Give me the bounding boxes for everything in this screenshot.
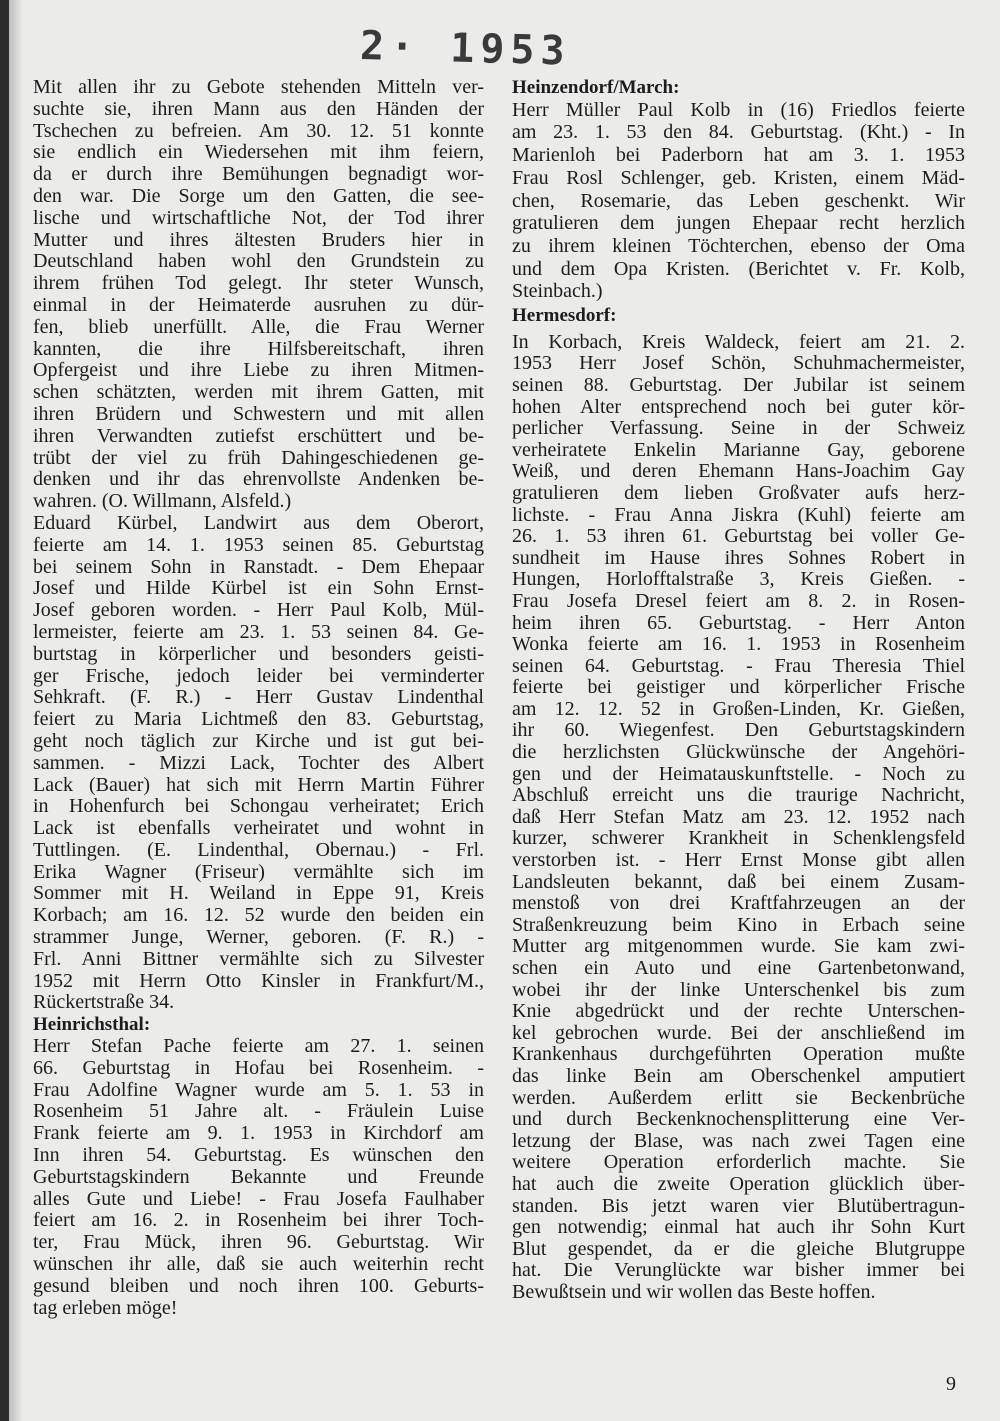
text-line: In Korbach, Kreis Waldeck, feiert am 21. 2. xyxy=(512,330,965,353)
text-line: Hungen, Horlofftalstraße 3, Kreis Gießen. - xyxy=(512,568,965,591)
text-line: lermeister, feierte am 23. 1. 53 seinen 84. Ge- xyxy=(33,620,484,643)
text-line: am 23. 1. 53 den 84. Geburtstag. (Kht.) - In xyxy=(512,121,965,144)
text-line: Lack ist ebenfalls verheiratet und wohnt in xyxy=(33,817,484,840)
text-line: Frl. Anni Bittner vermählte sich zu Silvester xyxy=(33,947,484,970)
text-line: kel gebrochen wurde. Bei der anschließend im xyxy=(512,1021,965,1044)
scan-shadow xyxy=(9,0,23,1421)
text-line: tag erleben möge! xyxy=(33,1296,178,1319)
text-line: Korbach; am 16. 12. 52 wurde den beiden ein xyxy=(33,904,484,927)
text-line: verheiratete Enkelin Marianne Gay, geborene xyxy=(512,438,965,461)
text-line: trübt der viel zu früh Dahingeschiedenen ge- xyxy=(33,446,484,469)
text-line: die herzlichsten Glückwünsche der Angehöri- xyxy=(512,741,965,764)
text-line: den war. Die Sorge um den Gatten, die see- xyxy=(33,184,484,207)
text-line: strammer Junge, Werner, geboren. (F. R.) - xyxy=(33,926,484,949)
paragraph xyxy=(512,332,965,1304)
text-line: Eduard Kürbel, Landwirt aus dem Oberort, xyxy=(33,511,484,534)
text-line: sundheit im Hause ihres Sohnes Robert in xyxy=(512,546,965,569)
text-line: Geburtstagskindern Bekannte und Freunde xyxy=(33,1165,484,1188)
section-heading: Heinzendorf/March: xyxy=(512,77,680,98)
text-line: fen, blieb unerfüllt. Alle, die Frau Werner xyxy=(33,315,484,338)
text-line: sammen. - Mizzi Lack, Tochter des Albert xyxy=(33,751,484,774)
text-line: 1953 Herr Josef Schön, Schuhmachermeister, xyxy=(512,352,965,375)
text-line: Rückertstraße 34. xyxy=(33,991,175,1014)
scan-edge xyxy=(0,0,9,1421)
text-line: lichste. - Frau Anna Jiskra (Kuhl) feierte am xyxy=(512,503,965,526)
text-line: Herr Müller Paul Kolb in (16) Friedlos feierte xyxy=(512,98,965,121)
text-line: ihrem frühen Tod gelegt. Ihr steter Wunsch, xyxy=(33,272,484,295)
text-line: in Hohenfurch bei Schongau verheiratet; Erich xyxy=(33,795,484,818)
text-line: Frau Rosl Schlenger, geb. Kristen, einem Mäd- xyxy=(512,166,965,189)
text-line: weitere Operation erforderlich machte. Sie xyxy=(512,1151,965,1174)
text-line: Abschluß erreicht uns die traurige Nachricht, xyxy=(512,784,965,807)
text-line: verstorben ist. - Herr Ernst Monse gibt allen xyxy=(512,849,965,872)
text-line: 66. Geburtstag in Hofau bei Rosenheim. - xyxy=(33,1056,484,1079)
text-line: chen, Rosemarie, das Leben geschenkt. Wir xyxy=(512,189,965,212)
text-line: suchte sie, ihren Mann aus den Händen der xyxy=(33,97,484,120)
text-line: Deutschland haben wohl den Grundstein zu xyxy=(33,250,484,273)
text-line: Weiß, und deren Ehemann Hans-Joachim Gay xyxy=(512,460,965,483)
text-line: am 12. 12. 52 in Großen-Linden, Kr. Gießen, xyxy=(512,697,965,720)
paragraph xyxy=(512,99,965,303)
text-line: geht noch täglich zur Kirche und ist gut bei- xyxy=(33,729,484,752)
text-line: Blut gespendet, da er die gleiche Blutgruppe xyxy=(512,1237,965,1260)
text-line: gen notwendig; einmal hat auch ihr Sohn Kurt xyxy=(512,1216,965,1239)
text-line: einmal in der Heimaterde ausruhen zu dür- xyxy=(33,293,484,316)
text-line: Frau Josefa Dresel feiert am 8. 2. in Rosen- xyxy=(512,589,965,612)
text-line: gesund bleiben und noch ihren 100. Geburts- xyxy=(33,1274,484,1297)
text-line: Tschechen zu befreien. Am 30. 12. 51 konnte xyxy=(33,119,484,142)
text-line: kannten, die ihre Hilfsbereitschaft, ihren xyxy=(33,337,484,360)
text-line: Frau Adolfine Wagner wurde am 5. 1. 53 in xyxy=(33,1078,484,1101)
text-line: und dem Opa Kristen. (Berichtet v. Fr. Kolb, xyxy=(512,257,965,280)
text-line: ihr 60. Wiegenfest. Den Geburtstagskindern xyxy=(512,719,965,742)
text-line: Inn ihren 54. Geburtstag. Es wünschen den xyxy=(33,1144,484,1167)
text-line: daß Herr Stefan Matz am 23. 12. 1952 nach xyxy=(512,805,965,828)
section-heading: Hermesdorf: xyxy=(512,305,617,326)
text-line: kurzer, schwerer Krankheit in Schenklengsfeld xyxy=(512,827,965,850)
text-line: schen schätzten, werden mit ihrem Gatten, mit xyxy=(33,381,484,404)
text-line: Marienloh bei Paderborn hat am 3. 1. 1953 xyxy=(512,144,965,167)
text-line: feierte bei geistiger und körperlicher Frische xyxy=(512,676,965,699)
text-line: wobei ihr der linke Unterschenkel bis zum xyxy=(512,978,965,1001)
text-line: Krankenhaus durchgeführten Operation mußte xyxy=(512,1043,965,1066)
text-line: Landsleuten bekannt, daß bei einem Zusam- xyxy=(512,870,965,893)
text-line: bei seinem Sohn in Ranstadt. - Dem Ehepaar xyxy=(33,555,484,578)
text-line: wünschen ihr alle, daß sie auch weiterhin recht xyxy=(33,1253,484,1276)
text-line: Erika Wagner (Friseur) vermählte sich im xyxy=(33,860,484,883)
text-line: Sommer mit H. Weiland in Eppe 91, Kreis xyxy=(33,882,484,905)
text-line: standen. Bis jetzt waren vier Blutübertragun- xyxy=(512,1194,965,1217)
text-line: Frank feierte am 9. 1. 1953 in Kirchdorf am xyxy=(33,1122,484,1145)
text-line: 1952 mit Herrn Otto Kinsler in Frankfurt/M., xyxy=(33,969,484,992)
text-line: da er durch ihre Bemühungen begnadigt wor- xyxy=(33,163,484,186)
text-line: Lack (Bauer) hat sich mit Herrn Martin Führer xyxy=(33,773,484,796)
text-line: wahren. (O. Willmann, Alsfeld.) xyxy=(33,490,292,513)
text-line: gen und der Heimatauskunftstelle. - Noch zu xyxy=(512,762,965,785)
date-stamp: 2· 1953 xyxy=(359,22,572,75)
text-line: zu ihrem kleinen Töchterchen, ebenso der Oma xyxy=(512,234,965,257)
section-heading: Heinrichsthal: xyxy=(33,1014,151,1036)
text-line: seinen 64. Geburtstag. - Frau Theresia Thiel xyxy=(512,654,965,677)
text-line: burtstag in körperlicher und besonders geisti- xyxy=(33,642,484,665)
text-line: ihren Verwandten zutiefst erschüttert und be- xyxy=(33,424,484,447)
text-line: das linke Bein am Oberschenkel amputiert xyxy=(512,1064,965,1087)
text-line: ter, Frau Mück, ihren 96. Geburtstag. Wir xyxy=(33,1231,484,1254)
text-line: Mit allen ihr zu Gebote stehenden Mitteln ver- xyxy=(33,76,484,98)
text-line: 26. 1. 53 ihren 61. Geburtstag bei voller Ge- xyxy=(512,525,965,548)
left-column xyxy=(33,77,484,1319)
text-line: heim ihren 65. Geburtstag. - Herr Anton xyxy=(512,611,965,634)
text-line: Knie abgedrückt und der rechte Unterschen- xyxy=(512,1000,965,1023)
text-line: feierte am 14. 1. 1953 seinen 85. Geburtstag xyxy=(33,533,484,556)
text-line: gratulieren dem jungen Ehepaar recht herzlich xyxy=(512,212,965,235)
text-line: feiert am 16. 2. in Rosenheim bei ihrer Toch- xyxy=(33,1209,484,1232)
text-line: ihren Brüdern und Schwestern und mit allen xyxy=(33,402,484,425)
text-line: denken und ihr das ehrenvollste Andenken be- xyxy=(33,468,484,491)
text-line: letzung der Blase, was nach zwei Tagen eine xyxy=(512,1129,965,1152)
text-line: Bewußtsein und wir wollen das Beste hoffen. xyxy=(512,1280,876,1303)
text-line: und durch Beckenknochensplitterung eine Ver- xyxy=(512,1108,965,1131)
text-line: gratulieren dem lieben Großvater aufs herz- xyxy=(512,481,965,504)
text-line: Steinbach.) xyxy=(512,280,603,303)
paragraph xyxy=(33,513,484,1014)
text-line: alles Gute und Liebe! - Frau Josefa Faulhaber xyxy=(33,1187,484,1210)
text-line: Straßenkreuzung beim Kino in Erbach seine xyxy=(512,913,965,936)
text-line: Mutter arg mitgenommen wurde. Sie kam zwi- xyxy=(512,935,965,958)
text-line: schen ein Auto und eine Gartenbetonwand, xyxy=(512,957,965,980)
text-line: hat. Die Verunglückte war bisher immer bei xyxy=(512,1259,965,1282)
text-line: Rosenheim 51 Jahre alt. - Fräulein Luise xyxy=(33,1100,484,1123)
text-line: Opfergeist und ihre Liebe zu ihren Mitmen- xyxy=(33,359,484,382)
text-line: ger Frische, jedoch leider bei verminderter xyxy=(33,664,484,687)
text-line: perlicher Verfassung. Seine in der Schweiz xyxy=(512,417,965,440)
text-line: menstoß von drei Kraftfahrzeugen an der xyxy=(512,892,965,915)
text-line: Sehkraft. (F. R.) - Herr Gustav Lindenthal xyxy=(33,686,484,709)
paragraph xyxy=(33,1036,484,1319)
text-line: lische und wirtschaftliche Not, der Tod ihrer xyxy=(33,206,484,229)
text-line: Wonka feierte am 16. 1. 1953 in Rosenheim xyxy=(512,633,965,656)
right-column-hermesdorf xyxy=(512,305,965,1304)
text-line: hat auch die zweite Operation glücklich über- xyxy=(512,1172,965,1195)
text-line: Josef und Hilde Kürbel ist ein Sohn Ernst- xyxy=(33,577,484,600)
text-line: hohen Alter entsprechend noch bei guter kör- xyxy=(512,395,965,418)
text-line: seinen 88. Geburtstag. Der Jubilar ist seinem xyxy=(512,373,965,396)
text-line: werden. Außerdem erlitt sie Beckenbrüche xyxy=(512,1086,965,1109)
text-line: Mutter und ihres ältesten Bruders hier in xyxy=(33,228,484,251)
right-column-heinzendorf xyxy=(512,77,965,303)
text-line: Tuttlingen. (E. Lindenthal, Obernau.) - Frl. xyxy=(33,838,484,861)
paragraph xyxy=(33,77,484,513)
text-line: Herr Stefan Pache feierte am 27. 1. seinen xyxy=(33,1035,484,1058)
text-line: sie endlich ein Wiedersehen mit ihm feiern, xyxy=(33,141,484,164)
text-line: feiert zu Maria Lichtmeß den 83. Geburtstag, xyxy=(33,708,484,731)
text-line: Josef geboren worden. - Herr Paul Kolb, Mül- xyxy=(33,599,484,622)
page-number: 9 xyxy=(946,1373,956,1395)
